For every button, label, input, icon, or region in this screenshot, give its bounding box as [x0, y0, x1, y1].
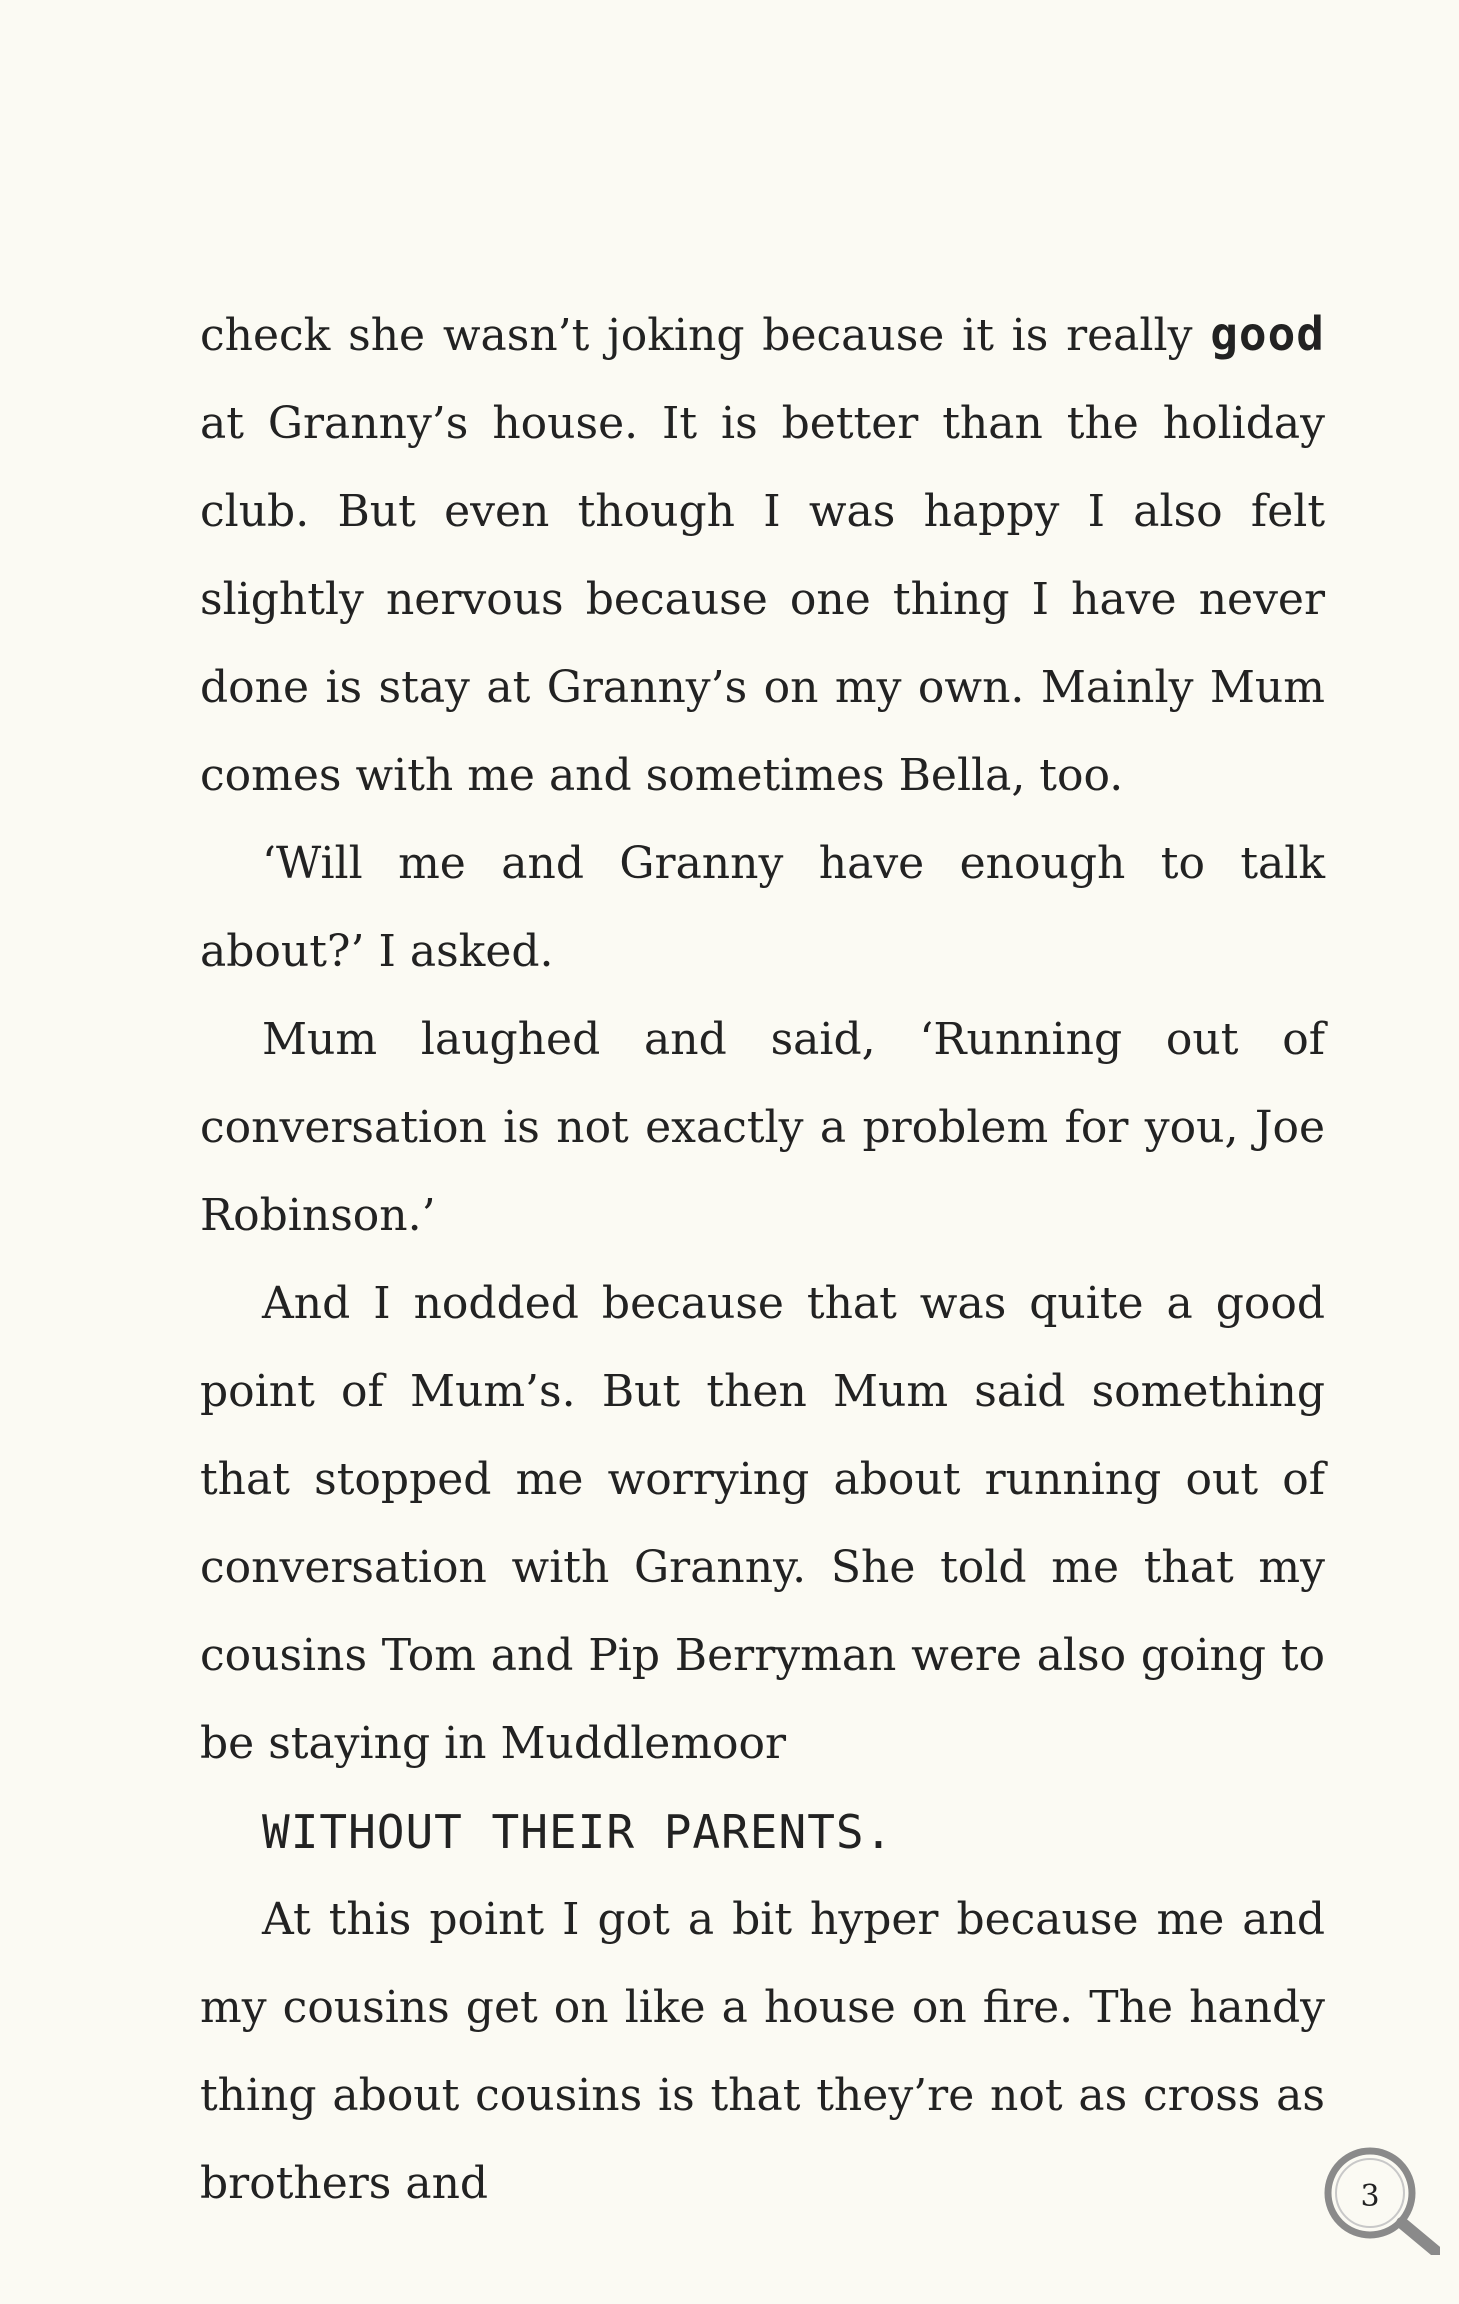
paragraph-1 — [200, 290, 1325, 820]
emphasis-without-their-parents: WITHOUT THEIR PARENTS. — [262, 1805, 894, 1859]
paragraph-4 — [200, 1260, 1325, 1876]
body-text — [200, 290, 1325, 2228]
paragraph-3: Mum laughed and said, ‘Running out of conversation is not exactly a problem for you, Joe Robinson.’ — [200, 1014, 1325, 1241]
paragraph-4-text: And I nodded because that was quite a good point of Mum’s. But then Mum said something that stopped me worrying about running out of conversation with Granny. She told me that my cousins Tom and Pip Berryman were also going to be staying in Muddlemoor — [200, 1278, 1325, 1769]
paragraph-5: At this point I got a bit hyper because me and my cousins get on like a house on fire. The handy thing about cousins is that they’re not as cross as brothers and — [200, 1894, 1325, 2209]
paragraph-1-text-end: at Granny’s house. It is better than the holiday club. But even though I was happy I also felt slightly nervous because one thing I have never done is stay at Granny’s on my own. Mainly Mum comes with me and sometimes Bella, too. — [200, 398, 1325, 801]
emphasis-good: good — [1210, 307, 1325, 361]
paragraph-2: ‘Will me and Granny have enough to talk about?’ I asked. — [200, 838, 1325, 977]
page-number: 3 — [1360, 2179, 1380, 2214]
paragraph-1-text-start: check she wasn’t joking because it is really — [200, 310, 1211, 361]
page-number-badge — [1320, 2135, 1440, 2255]
